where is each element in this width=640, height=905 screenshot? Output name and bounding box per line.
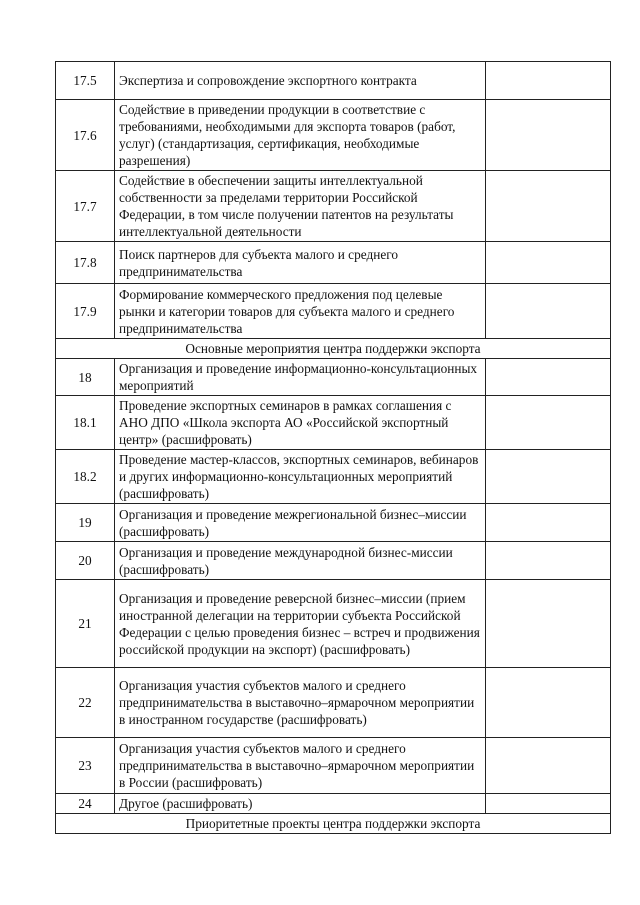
value-cell [486, 100, 611, 171]
item-description: Организация и проведение межрегиональной бизнес–миссии (расшифровать) [115, 504, 486, 542]
item-number: 22 [56, 668, 115, 738]
table-row [56, 450, 611, 504]
table-row [56, 359, 611, 396]
value-cell [486, 359, 611, 396]
item-number: 17.5 [56, 62, 115, 100]
table-row [56, 171, 611, 242]
item-number: 24 [56, 794, 115, 814]
table-body [56, 62, 611, 834]
value-cell [486, 738, 611, 794]
item-number: 23 [56, 738, 115, 794]
item-number: 17.8 [56, 242, 115, 284]
item-description: Содействие в обеспечении защиты интеллектуальной собственности за пределами территории Российской Федерации, в том числе получении патентов на результаты интеллектуальной деятельности [115, 171, 486, 242]
item-description: Формирование коммерческого предложения под целевые рынки и категории товаров для субъекта малого и среднего предпринимательства [115, 284, 486, 339]
value-cell [486, 284, 611, 339]
value-cell [486, 396, 611, 450]
item-number: 17.9 [56, 284, 115, 339]
item-description: Другое (расшифровать) [115, 794, 486, 814]
table-row [56, 62, 611, 100]
section-header-row [56, 339, 611, 359]
table-row [56, 284, 611, 339]
value-cell [486, 542, 611, 580]
value-cell [486, 504, 611, 542]
section-title: Приоритетные проекты центра поддержки экспорта [56, 814, 611, 834]
item-description: Организация участия субъектов малого и среднего предпринимательства в выставочно–ярмарочном мероприятии в иностранном государстве (расшифровать) [115, 668, 486, 738]
item-description: Организация и проведение реверсной бизнес–миссии (прием иностранной делегации на территории субъекта Российской Федерации с целью проведения бизнес – встреч и продвижения российской продукции на экспорт) (расшифровать) [115, 580, 486, 668]
value-cell [486, 62, 611, 100]
item-description: Содействие в приведении продукции в соответствие с требованиями, необходимыми для экспорта товаров (работ, услуг) (стандартизация, сертификация, необходимые разрешения) [115, 100, 486, 171]
value-cell [486, 794, 611, 814]
value-cell [486, 580, 611, 668]
table-row [56, 542, 611, 580]
table-row [56, 504, 611, 542]
value-cell [486, 668, 611, 738]
table-row [56, 242, 611, 284]
item-number: 20 [56, 542, 115, 580]
item-number: 19 [56, 504, 115, 542]
item-description: Проведение мастер-классов, экспортных семинаров, вебинаров и других информационно-консультационных мероприятий (расшифровать) [115, 450, 486, 504]
table-row [56, 396, 611, 450]
table-row [56, 668, 611, 738]
item-number: 21 [56, 580, 115, 668]
item-description: Проведение экспортных семинаров в рамках соглашения с АНО ДПО «Школа экспорта АО «Российской экспортный центр» (расшифровать) [115, 396, 486, 450]
table-row [56, 580, 611, 668]
value-cell [486, 450, 611, 504]
item-description: Поиск партнеров для субъекта малого и среднего предпринимательства [115, 242, 486, 284]
table-row [56, 738, 611, 794]
item-number: 17.6 [56, 100, 115, 171]
item-number: 17.7 [56, 171, 115, 242]
section-header-row [56, 814, 611, 834]
item-number: 18.2 [56, 450, 115, 504]
item-number: 18.1 [56, 396, 115, 450]
item-description: Организация участия субъектов малого и среднего предпринимательства в выставочно–ярмарочном мероприятии в России (расшифровать) [115, 738, 486, 794]
table-row [56, 100, 611, 171]
value-cell [486, 171, 611, 242]
item-description: Организация и проведение международной бизнес-миссии (расшифровать) [115, 542, 486, 580]
item-description: Организация и проведение информационно-консультационных мероприятий [115, 359, 486, 396]
item-number: 18 [56, 359, 115, 396]
export-support-table [55, 61, 611, 834]
item-description: Экспертиза и сопровождение экспортного контракта [115, 62, 486, 100]
table-row [56, 794, 611, 814]
section-title: Основные мероприятия центра поддержки экспорта [56, 339, 611, 359]
value-cell [486, 242, 611, 284]
